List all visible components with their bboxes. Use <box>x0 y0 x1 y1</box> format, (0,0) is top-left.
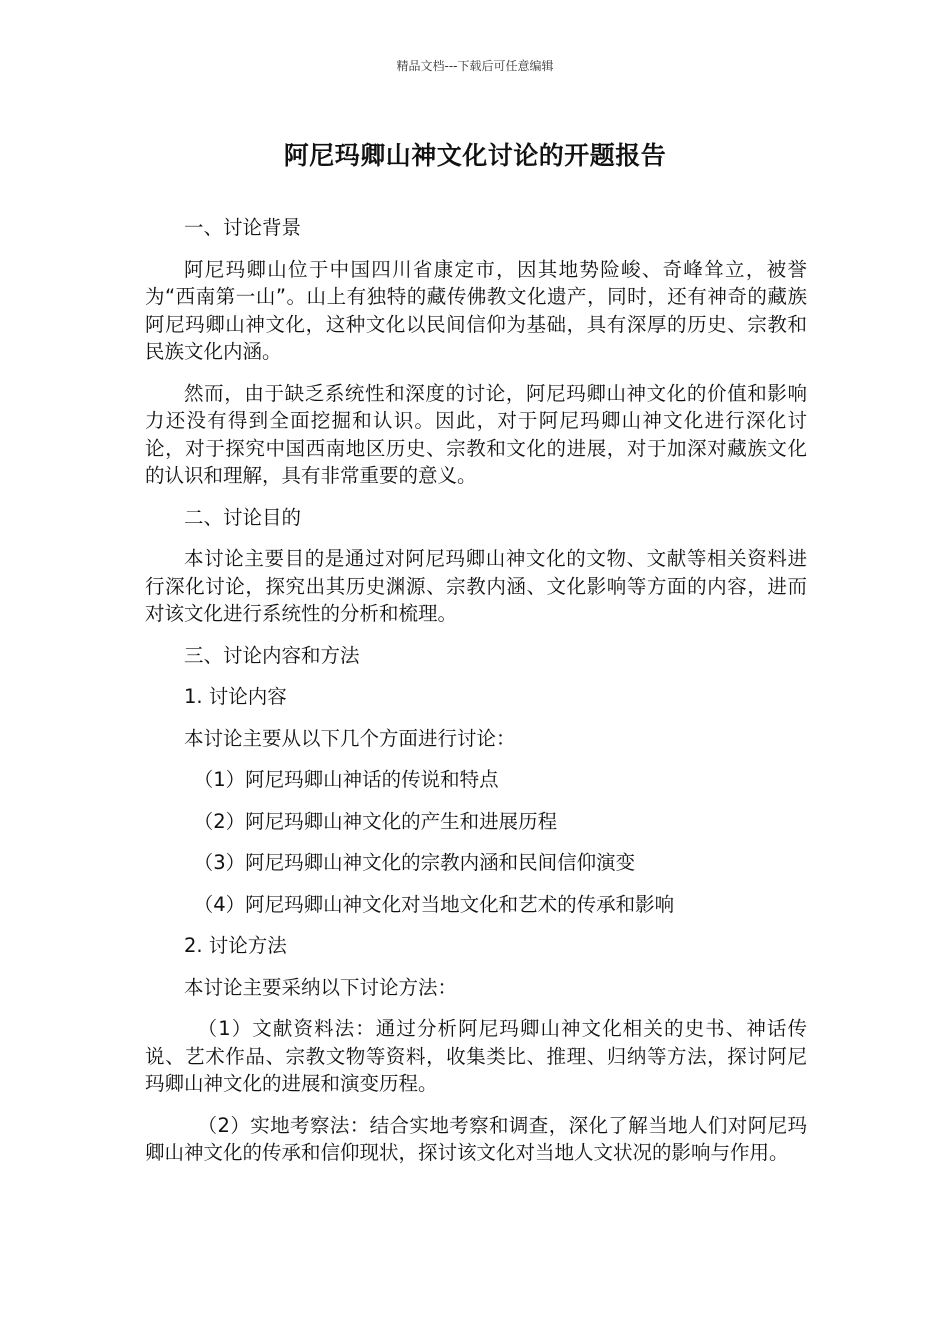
section-heading-purpose: 二、讨论目的 <box>184 505 302 529</box>
paragraph-methods-intro: 本讨论主要采纳以下讨论方法： <box>184 975 458 999</box>
list-item-content-2: （2）阿尼玛卿山神文化的产生和进展历程 <box>193 809 558 833</box>
paragraph-background-2: 然而，由于缺乏系统性和深度的讨论，阿尼玛卿山神文化的价值和影响力还没有得到全面挖掘和认识。因此，对于阿尼玛卿山神文化进行深化讨论，对于探究中国西南地区历史、宗教和文化的进展，对于加深对藏族文化的认识和理解，具有非常重要的意义。 <box>145 381 807 487</box>
section-heading-content-methods: 三、讨论内容和方法 <box>184 643 360 667</box>
paragraph-background-1: 阿尼玛卿山位于中国四川省康定市，因其地势险峻、奇峰耸立，被誉为“西南第一山”。山上有独特的藏传佛教文化遗产，同时，还有神奇的藏族阿尼玛卿山神文化，这种文化以民间信仰为基础，具有深厚的历史、宗教和民族文化内涵。 <box>145 257 807 363</box>
subheading-methods: 2. 讨论方法 <box>184 934 287 957</box>
page-header-note: 精品文档---下载后可任意编辑 <box>396 59 554 73</box>
list-item-method-1: （1）文献资料法：通过分析阿尼玛卿山神文化相关的史书、神话传说、艺术作品、宗教文物等资料，收集类比、推理、归纳等方法，探讨阿尼玛卿山神文化的进展和演变历程。 <box>145 1017 807 1095</box>
section-heading-background: 一、讨论背景 <box>184 216 302 239</box>
paragraph-purpose: 本讨论主要目的是通过对阿尼玛卿山神文化的文物、文献等相关资料进行深化讨论，探究出其历史渊源、宗教内涵、文化影响等方面的内容，进而对该文化进行系统性的分析和梳理。 <box>145 547 807 625</box>
document-body <box>145 214 807 1181</box>
document-title: 阿尼玛卿山神文化讨论的开题报告 <box>283 141 667 170</box>
list-item-content-1: （1）阿尼玛卿山神话的传说和特点 <box>193 768 499 791</box>
subheading-content: 1. 讨论内容 <box>184 685 287 708</box>
list-item-content-3: （3）阿尼玛卿山神文化的宗教内涵和民间信仰演变 <box>193 851 636 874</box>
paragraph-content-intro: 本讨论主要从以下几个方面进行讨论： <box>184 726 516 750</box>
list-item-content-4: （4）阿尼玛卿山神文化对当地文化和艺术的传承和影响 <box>193 892 675 916</box>
list-item-method-2: （2）实地考察法：结合实地考察和调查，深化了解当地人们对阿尼玛卿山神文化的传承和信仰现状，探讨该文化对当地人文状况的影响与作用。 <box>145 1113 807 1164</box>
